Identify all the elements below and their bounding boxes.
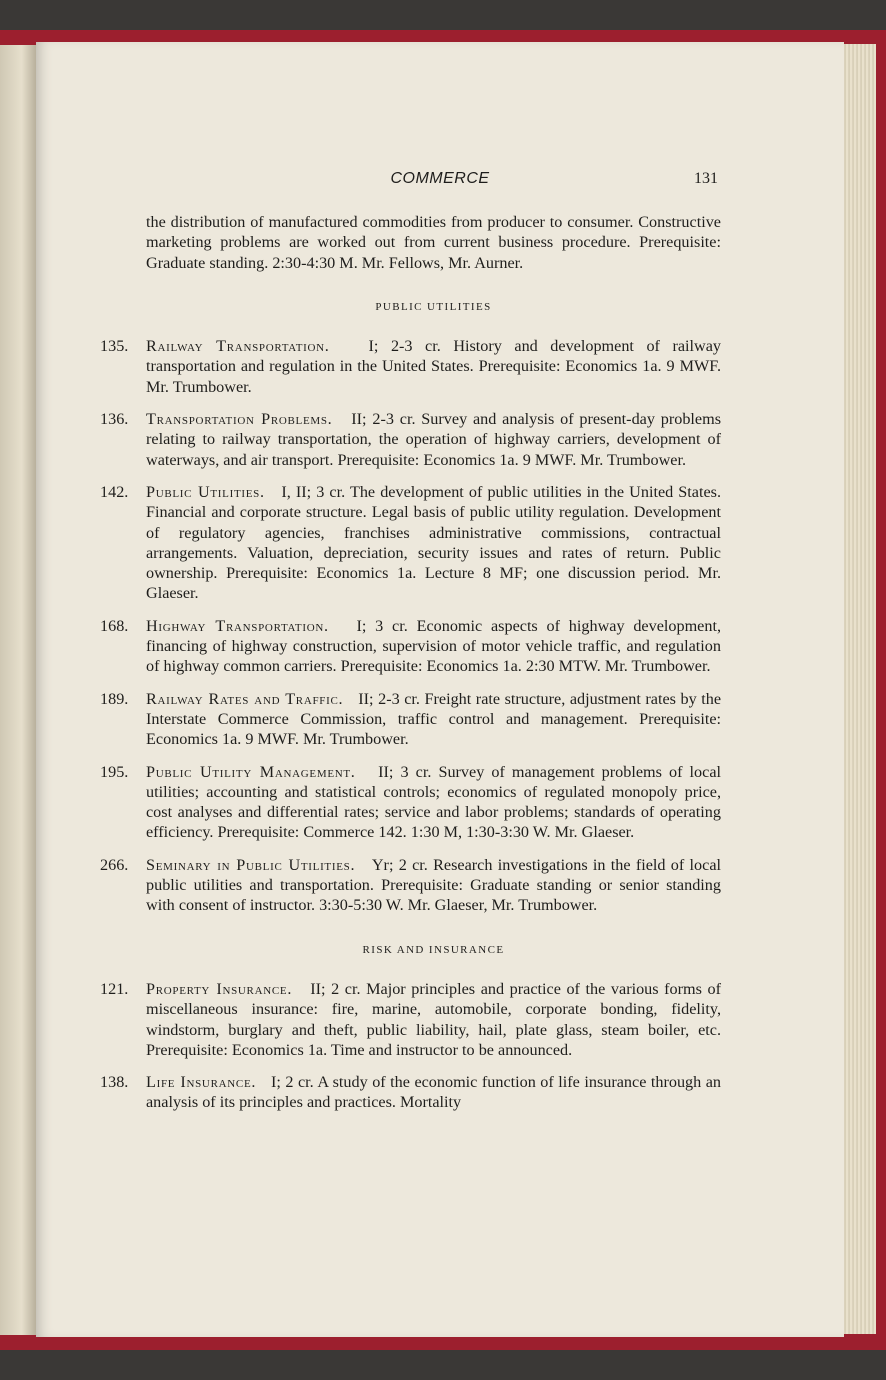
course-description: II; 2-3 cr. Freight rate structure, adjustment rates by the Interstate Commerce Commission, traffic control and management. Prerequisite: Economics 1a. 9 MWF. Mr. Trumbower. — [146, 689, 722, 749]
course-entry — [100, 979, 721, 1060]
course-description: II; 2-3 cr. Survey and analysis of present-day problems relating to railway transportation, the operation of highway carriers, development of waterways, and air transport. Prerequisite: Economics 1a. 9 MWF. Mr. Trumbower. — [146, 410, 721, 469]
course-title: Railway Rates and Traffic. — [146, 689, 354, 708]
course-description: II; 2 cr. Major principles and practice of the various forms of miscellaneous insurance: fire, marine, automobile, corporate bonding, fidelity, windstorm, burglary and theft, public liability, hail, plate glass, steam boiler, etc. Prerequisite: Economics 1a. Time and instructor to be announced. — [146, 979, 721, 1059]
course-title: Life Insurance. — [146, 1073, 267, 1092]
course-number: 142. — [100, 482, 129, 501]
course-number: 189. — [100, 689, 129, 708]
course-description: I; 2 cr. A study of the economic function of life insurance through an analysis of its principles and practices. Mortality — [146, 1073, 722, 1112]
course-number: 266. — [100, 855, 129, 874]
page-stack-edge — [842, 44, 876, 1334]
course-title: Public Utility Management. — [146, 762, 372, 781]
course-number: 136. — [100, 410, 129, 429]
course-entry — [100, 616, 721, 677]
course-entry — [100, 336, 722, 397]
course-entry — [100, 482, 722, 604]
course-title: Railway Transportation. — [146, 337, 356, 356]
page-header — [36, 170, 844, 200]
course-entry — [100, 762, 721, 843]
course-title: Transportation Problems. — [146, 410, 346, 429]
intro-paragraph: the distribution of manufactured commodities from producer to consumer. Constructive marketing problems are worked out from current business procedure. Prerequisite: Graduate standing. 2:30-4:30 M. Mr. Fellows, Mr. Aurner. — [146, 213, 721, 272]
course-number: 195. — [100, 762, 129, 781]
course-title: Public Utilities. — [146, 482, 277, 501]
course-entry — [100, 409, 721, 470]
running-title: COMMERCE — [390, 170, 490, 187]
course-title: Seminary in Public Utilities. — [146, 855, 368, 874]
course-entry — [100, 1072, 722, 1113]
course-description: Yr; 2 cr. Research investigations in the field of local public utilities and transportation. Prerequisite: Graduate standing or senior standing with consent of instructor. 3:30-5:30 W. Mr. Glaeser, Mr. Trumbower. — [146, 855, 721, 915]
course-description: I, II; 3 cr. The development of public utilities in the United States. Financial and corporate structure. Legal basis of public utility regulation. Development of regulatory agencies, franchises administrative commissions, contractual arrangements. Valuation, depreciation, security issues and rates of return. Public ownership. Prerequisite: Economics 1a. Lecture 8 MF; one discussion period. Mr. Glaeser. — [146, 482, 722, 603]
page-number: 131 — [694, 170, 718, 187]
course-description: I; 2-3 cr. History and development of railway transportation and regulation in the United States. Prerequisite: Economics 1a. 9 MWF. Mr. Trumbower. — [146, 337, 722, 396]
course-entry — [100, 855, 721, 916]
course-number: 138. — [100, 1073, 129, 1092]
section-heading: RISK AND INSURANCE — [362, 943, 505, 956]
course-title: Property Insurance. — [146, 979, 305, 998]
course-number: 121. — [100, 979, 129, 998]
course-description: II; 3 cr. Survey of management problems of local utilities; accounting and statistical controls; economics of regulated monopoly price, cost analyses and differential rates; service and labor problems; standards of operating efficiency. Prerequisite: Commerce 142. 1:30 M, 1:30-3:30 W. Mr. Glaeser. — [146, 762, 721, 842]
page-content — [100, 212, 722, 1125]
book-page — [36, 42, 844, 1337]
facing-page-edge — [0, 45, 36, 1335]
course-number: 135. — [100, 337, 129, 356]
course-number: 168. — [100, 616, 129, 635]
course-entry — [100, 689, 722, 750]
course-description: I; 3 cr. Economic aspects of highway development, financing of highway construction, supervision of motor vehicle traffic, and regulation of highway common carriers. Prerequisite: Economics 1a. 2:30 MTW. Mr. Trumbower. — [146, 616, 721, 676]
course-title: Highway Transportation. — [146, 616, 348, 635]
section-heading: PUBLIC UTILITIES — [375, 300, 492, 313]
